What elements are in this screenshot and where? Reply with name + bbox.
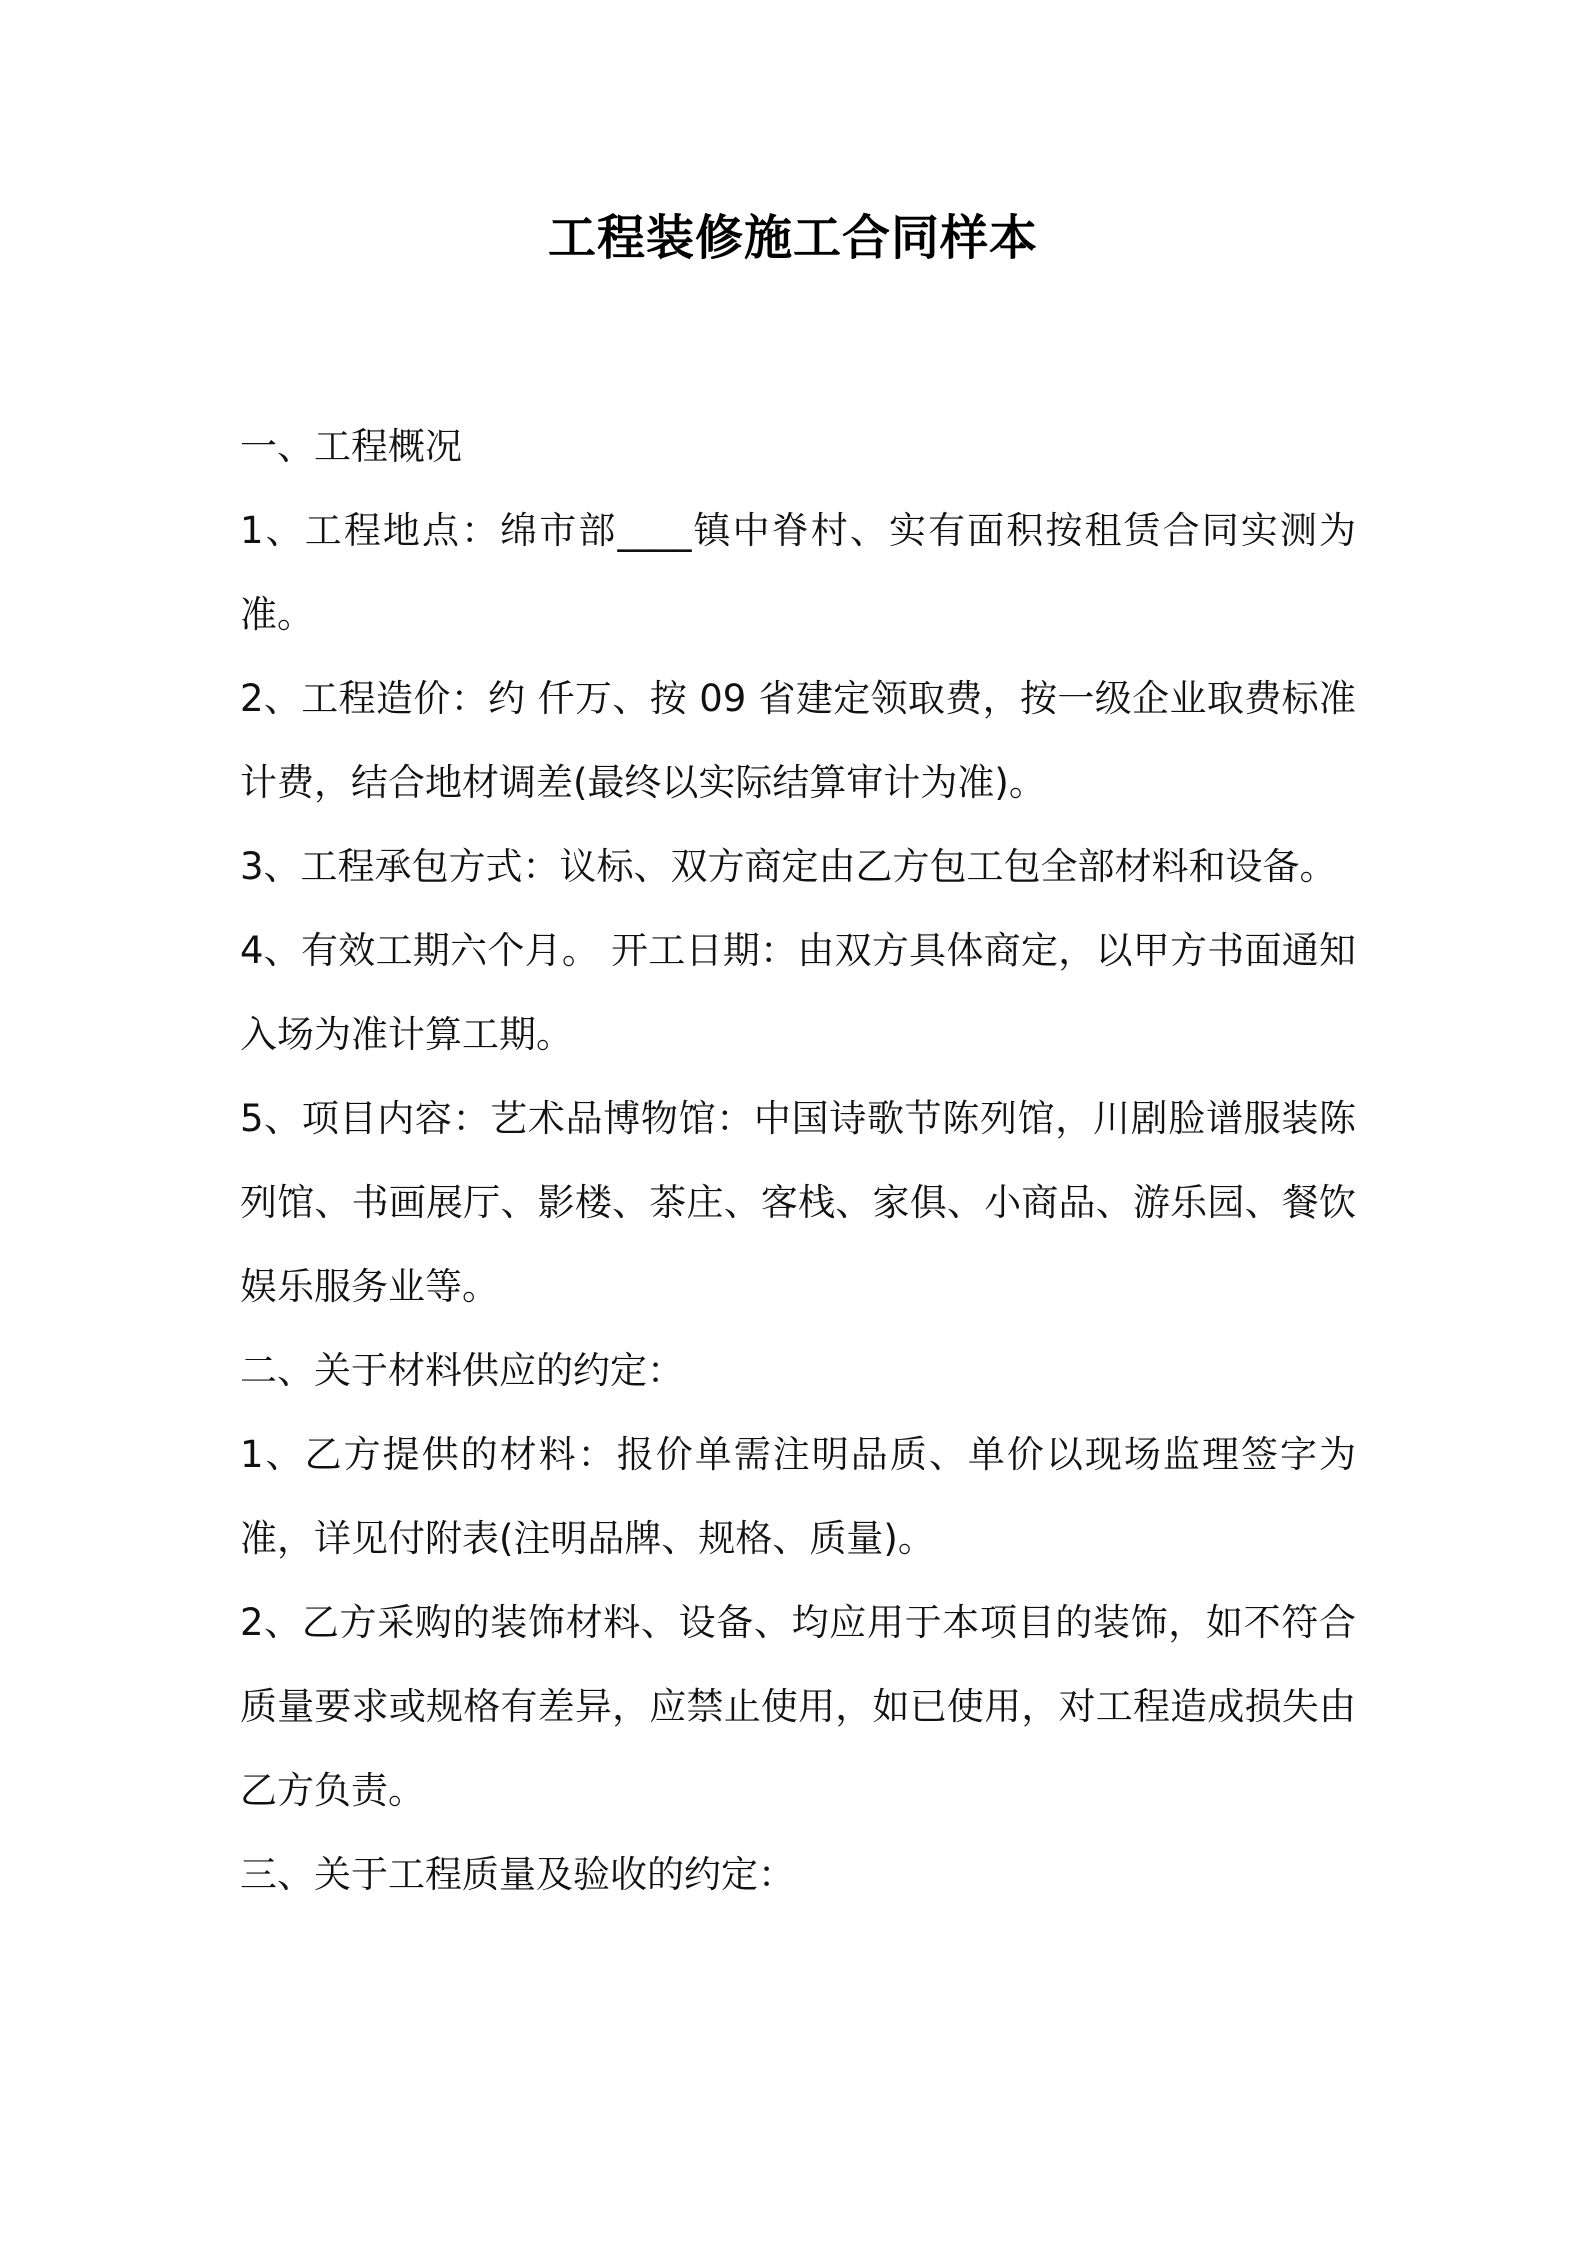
paragraph-project-content: 5、项目内容：艺术品博物馆：中国诗歌节陈列馆，川剧脸谱服装陈列馆、书画展厅、影楼、茶庄、客栈、家俱、小商品、游乐园、餐饮娱乐服务业等。 bbox=[240, 1097, 1356, 1308]
paragraph-contract-method: 3、工程承包方式：议标、双方商定由乙方包工包全部材料和设备。 bbox=[240, 845, 1337, 888]
section-heading-2: 二、关于材料供应的约定： bbox=[240, 1349, 684, 1392]
paragraph-materials-purchased: 2、乙方采购的装饰材料、设备、均应用于本项目的装饰，如不符合质量要求或规格有差异，应禁止使用，如已使用，对工程造成损失由乙方负责。 bbox=[240, 1601, 1356, 1812]
section-heading-1: 一、工程概况 bbox=[240, 425, 462, 468]
paragraph-project-location: 1、工程地点：绵市部____镇中脊村、实有面积按租赁合同实测为准。 bbox=[240, 509, 1356, 636]
document-title: 工程装修施工合同样本 bbox=[547, 210, 1038, 266]
section-heading-3: 三、关于工程质量及验收的约定： bbox=[240, 1853, 795, 1896]
paragraph-construction-period: 4、有效工期六个月。 开工日期：由双方具体商定，以甲方书面通知入场为准计算工期。 bbox=[240, 929, 1356, 1056]
paragraph-project-cost: 2、工程造价：约 仟万、按 09 省建定领取费，按一级企业取费标准计费，结合地材调差(最终以实际结算审计为准)。 bbox=[240, 677, 1356, 804]
document-body bbox=[240, 405, 1356, 1917]
paragraph-materials-supplied: 1、乙方提供的材料：报价单需注明品质、单价以现场监理签字为准，详见付附表(注明品牌、规格、质量)。 bbox=[240, 1433, 1356, 1560]
